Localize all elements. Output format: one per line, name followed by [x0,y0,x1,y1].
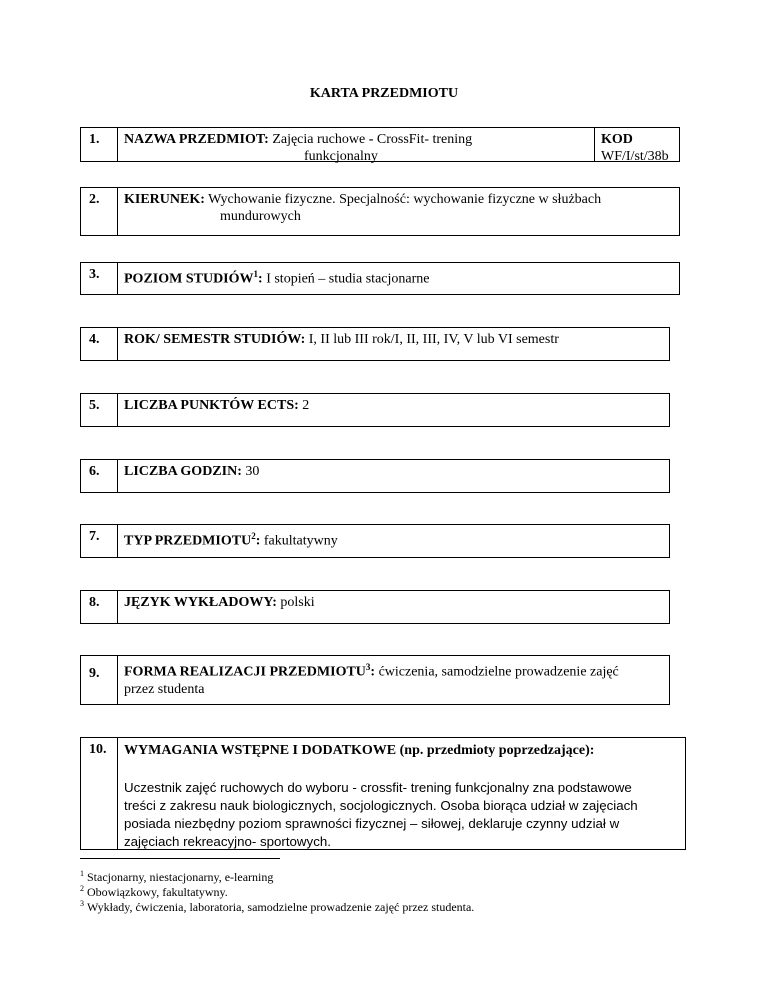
footnote-ref: 3 [365,662,371,672]
footnote-3: $^3$ Wykłady, ćwiczenia, laboratoria, samodzielne prowadzenie zajęć przez studenta. [80,899,475,914]
field-label: LICZBA GODZIN: [124,464,242,479]
row-1 [80,127,680,162]
code-value: WF/I/st/38b [601,149,669,164]
field-label: WYMAGANIA WSTĘPNE I DODATKOWE (np. przedmioty poprzedzające): [124,743,595,758]
field-value: 2 [302,398,310,413]
row-number: 4. [81,328,118,360]
field-label: NAZWA PRZEDMIOT: [124,132,269,147]
row-number: 2. [81,188,118,235]
field-value: Wychowanie fizyczne. Specjalność: wychowanie fizyczne w służbach [208,192,602,207]
footnote-ref: 1 [253,269,259,279]
field-value: Zajęcia ruchowe [272,132,366,147]
field-dash: - [368,132,374,147]
field-value: 30 [245,464,260,479]
field-value: fakultatywny [263,533,338,549]
row-3: 3. POZIOM STUDIÓW$^1$: I stopień – studia stacjonarne [80,262,680,295]
row-number: 7. [81,525,118,557]
row-8 [80,590,670,624]
row-number: 10. [81,738,118,849]
footnote-1: $^1$ Stacjonarny, niestacjonarny, e-learning [80,869,274,884]
row-6 [80,459,670,493]
field-value-line2: funkcjonalny [304,149,378,164]
row-9: 9. FORMA REALIZACJI PRZEDMIOTU$^3$: ćwiczenia, samodzielne prowadzenie zajęć przez studenta [80,655,670,705]
field-label: KIERUNEK: [124,192,205,207]
field-label: JĘZYK WYKŁADOWY: [124,595,277,610]
row-number: 9. [81,656,118,704]
row-number: 3. [81,263,118,294]
field-label: ROK/ SEMESTR STUDIÓW: [124,332,306,347]
field-label: LICZBA PUNKTÓW ECTS: [124,398,299,413]
row-5 [80,393,670,427]
footnote-divider [80,858,280,859]
field-value: I stopień – studia stacjonarne [266,271,430,287]
field-value-line2: mundurowych [220,209,301,224]
row-10 [80,737,686,850]
row-7: 7. TYP PRZEDMIOTU$^2$: fakultatywny [80,524,670,558]
footnote-ref: 2 [251,531,256,541]
field-label: FORMA REALIZACJI PRZEDMIOTU [124,664,366,680]
row-2 [80,187,680,236]
field-value-cont: CrossFit- trening [376,132,473,147]
row-number: 8. [81,591,118,623]
field-label: TYP PRZEDMIOTU [124,533,252,549]
page-title: KARTA PRZEDMIOTU [309,86,459,101]
footnote-2: $^2$ Obowiązkowy, fakultatywny. [80,884,228,899]
requirements-paragraph: Uczestnik zajęć ruchowych do wyboru - crossfit- trening funkcjonalny zna podstawowe treści z zakresu nauk biologicznych, socjologicznych. Osoba biorąca udział w zajęciach posiada niezbędny poziom sprawności fizycznej – siłowej, deklaruje czynny udział w zajęciach rekreacyjno- sportowych. [124,780,638,849]
row-number: 6. [81,460,118,492]
field-value: polski [280,595,315,610]
field-value-line2: przez studenta [124,681,205,697]
code-label: KOD [601,132,633,147]
row-number: 5. [81,394,118,426]
field-label: POZIOM STUDIÓW [124,271,254,287]
code-cell [594,128,679,164]
row-number: 1. [81,128,118,161]
field-value: ćwiczenia, samodzielne prowadzenie zajęć [378,664,619,680]
field-value: I, II lub III rok/I, II, III, IV, V lub VI semestr [308,332,559,347]
row-4 [80,327,670,361]
